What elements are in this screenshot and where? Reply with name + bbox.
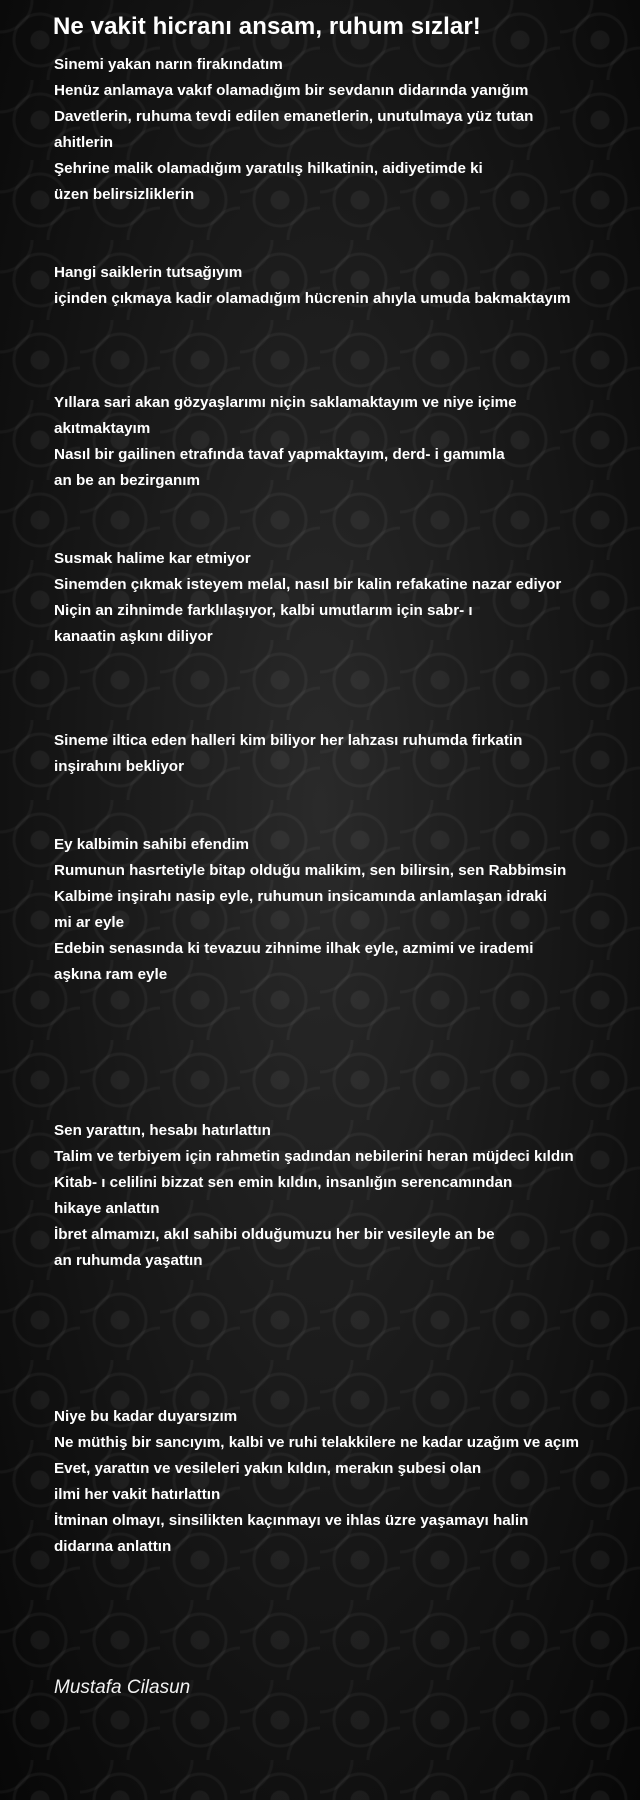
poem-line: kanaatin aşkını diliyor xyxy=(54,628,213,645)
poem-line: ilmi her vakit hatırlattın xyxy=(54,1486,221,1503)
poem-line: İtminan olmayı, sinsilikten kaçınmayı ve ihlas üzre yaşamayı halin xyxy=(54,1512,529,1529)
poem-line: Evet, yarattın ve vesileleri yakın kıldın, merakın şubesi olan xyxy=(54,1460,482,1477)
poem-line: didarına anlattın xyxy=(54,1538,172,1555)
poem-line: Yıllara sari akan gözyaşlarımı niçin saklamaktayım ve niye içime xyxy=(54,394,517,411)
stanza-8 xyxy=(54,1404,634,1560)
poem-line: Talim ve terbiyem için rahmetin şadından nebilerini heran müjdeci kıldın xyxy=(54,1148,574,1165)
poem-line: üzen belirsizliklerin xyxy=(54,186,195,203)
stanza-3 xyxy=(54,390,634,494)
poem-body xyxy=(54,52,634,1560)
poem-line: Rumunun hasrtetiyle bitap olduğu malikim, sen bilirsin, sen Rabbimsin xyxy=(54,862,567,879)
stanza-4 xyxy=(54,546,634,650)
poem-line: Sinemden çıkmak isteyem melal, nasıl bir kalin refakatine nazar ediyor xyxy=(54,576,562,593)
poem-line: Ey kalbimin sahibi efendim xyxy=(54,836,249,853)
poem-line: ahitlerin xyxy=(54,134,114,151)
poem-line: hikaye anlattın xyxy=(54,1200,160,1217)
poem-line: Sinemi yakan narın firakındatım xyxy=(54,56,283,73)
poem-line: Kalbime inşirahı nasip eyle, ruhumun insicamında anlamlaşan idraki xyxy=(54,888,547,905)
poem-line: Ne müthiş bir sancıyım, kalbi ve ruhi telakkilere ne kadar uzağım ve açım xyxy=(54,1434,580,1451)
poem-line: Hangi saiklerin tutsağıyım xyxy=(54,264,243,281)
poem-line: an ruhumda yaşattın xyxy=(54,1252,203,1269)
poem-line: Şehrine malik olamadığım yaratılış hilkatinin, aidiyetimde ki xyxy=(54,160,483,177)
stanza-2 xyxy=(54,260,634,312)
poem-line: Niye bu kadar duyarsızım xyxy=(54,1408,238,1425)
poem-line: Sineme iltica eden halleri kim biliyor her lahzası ruhumda firkatin xyxy=(54,732,523,749)
poem-line: aşkına ram eyle xyxy=(54,966,168,983)
poem-line: Henüz anlamaya vakıf olamadığım bir sevdanın didarında yanığım xyxy=(54,82,529,99)
poem-line: an be an bezirganım xyxy=(54,472,201,489)
stanza-5 xyxy=(54,728,634,780)
poem-line: Edebin senasında ki tevazuu zihnime ilhak eyle, azmimi ve irademi xyxy=(54,940,534,957)
poem-line: Davetlerin, ruhuma tevdi edilen emanetlerin, unutulmaya yüz tutan xyxy=(54,108,534,125)
poem-line: Susmak halime kar etmiyor xyxy=(54,550,251,567)
stanza-6 xyxy=(54,832,634,988)
poem-author: Mustafa Cilasun xyxy=(54,1677,191,1698)
poem-line: Kitab- ı celilini bizzat sen emin kıldın, insanlığın serencamından xyxy=(54,1174,513,1191)
poem-line: Niçin an zihnimde farklılaşıyor, kalbi umutlarım için sabr- ı xyxy=(54,602,473,619)
poem-line: mi ar eyle xyxy=(54,914,125,931)
poem-line: akıtmaktayım xyxy=(54,420,151,437)
poem-line: Nasıl bir gailinen etrafında tavaf yapmaktayım, derd- i gamımla xyxy=(54,446,505,463)
poem-line: Sen yarattın, hesabı hatırlattın xyxy=(54,1122,271,1139)
stanza-7 xyxy=(54,1118,634,1274)
poem-line: İbret almamızı, akıl sahibi olduğumuzu her bir vesileyle an be xyxy=(54,1226,495,1243)
stanza-1 xyxy=(54,52,634,208)
poem-line: inşirahını bekliyor xyxy=(54,758,184,775)
poem-line: içinden çıkmaya kadir olamadığım hücrenin ahıyla umuda bakmaktayım xyxy=(54,290,571,307)
poem-title: Ne vakit hicranı ansam, ruhum sızlar! xyxy=(53,13,481,40)
